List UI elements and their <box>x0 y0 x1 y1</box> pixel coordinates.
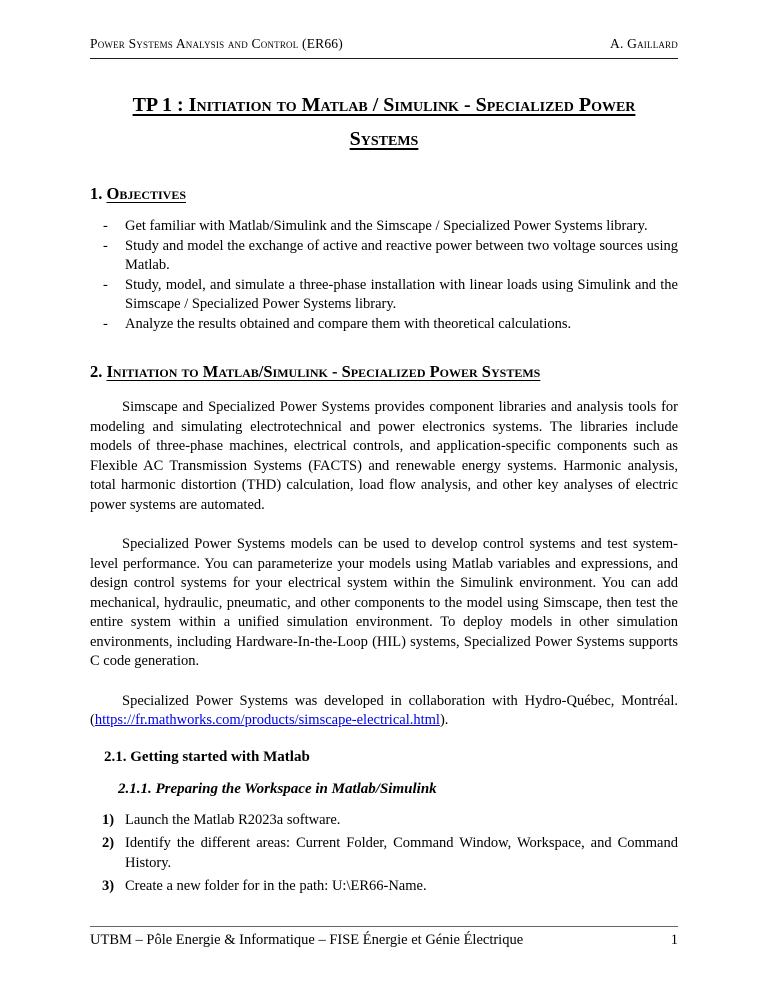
document-title-line1: TP 1 : Initiation to Matlab / Simulink - Specialized Power <box>132 94 636 116</box>
step-number: 3) <box>102 878 115 894</box>
objective-text: Get familiar with Matlab/Simulink and the Simscape / Specialized Power Systems library. <box>125 218 648 234</box>
header-author: A. Gaillard <box>610 36 678 51</box>
section-2-number: 2. <box>90 362 103 381</box>
header-course-title: Power Systems Analysis and Control (ER66) <box>90 36 343 51</box>
objective-item <box>90 217 678 237</box>
step-number: 2) <box>102 835 115 851</box>
footer-page-number: 1 <box>670 932 678 948</box>
section-1-number: 1. <box>90 184 103 203</box>
section-1-title: Objectives <box>106 184 187 203</box>
step-text: Create a new folder for in the path: U:\ER66-Name. <box>125 878 427 894</box>
section-2-heading <box>90 362 678 382</box>
bullet-dash: - <box>103 315 108 332</box>
section-2-title: Initiation to Matlab/Simulink - Specialized Power Systems <box>106 362 541 381</box>
objective-item <box>90 315 678 335</box>
document-title <box>90 88 678 156</box>
step-number: 1) <box>102 811 115 828</box>
section-1-heading <box>90 184 678 204</box>
objective-text: Study, model, and simulate a three-phase installation with linear loads using Simulink and the Simscape / Specialized Power Systems library. <box>125 276 678 312</box>
paragraph-3-text-after: ). <box>439 712 449 728</box>
steps-list <box>90 811 678 897</box>
bullet-dash: - <box>103 276 108 293</box>
page-header <box>90 36 678 59</box>
document-title-line2: Systems <box>349 128 419 150</box>
objectives-list <box>90 217 678 334</box>
section-2-paragraph-1: Simscape and Specialized Power Systems provides component libraries and analysis tools for modeling and simulating electrotechnical and power electronics systems. The libraries include models of three-phase machines, electrical controls, and application-specific components such as Flexible AC Transmission Systems (FACTS) and renewable energy systems. Harmonic analysis, total harmonic distortion (THD) calculation, load flow analysis, and other key analyses of electric power systems are automated. <box>90 399 678 513</box>
footer-institution: UTBM – Pôle Energie & Informatique – FISE Énergie et Génie Électrique <box>90 932 524 948</box>
page-footer <box>90 926 678 949</box>
subsection-2-1-heading: 2.1. Getting started with Matlab <box>104 748 310 765</box>
bullet-dash: - <box>103 237 108 254</box>
objective-item <box>90 237 678 276</box>
step-text: Identify the different areas: Current Folder, Command Window, Workspace, and Command History. <box>125 835 678 871</box>
objective-text: Analyze the results obtained and compare them with theoretical calculations. <box>125 315 572 332</box>
objective-item <box>90 276 678 315</box>
step-text: Launch the Matlab R2023a software. <box>125 811 341 828</box>
bullet-dash: - <box>103 218 108 234</box>
page-content <box>0 88 768 897</box>
paragraph-3-text-before: Specialized Power Systems was developed in collaboration with Hydro-Québec, Montréal. ( <box>90 692 678 728</box>
section-2-paragraph-3 <box>90 692 678 731</box>
subsection-2-1-1-heading: 2.1.1. Preparing the Workspace in Matlab/Simulink <box>118 780 437 797</box>
simscape-electrical-link[interactable]: https://fr.mathworks.com/products/simscape-electrical.html <box>94 712 440 728</box>
objective-text: Study and model the exchange of active and reactive power between two voltage sources using Matlab. <box>125 237 678 273</box>
step-item <box>90 811 678 831</box>
step-item <box>90 877 678 897</box>
step-item <box>90 834 678 873</box>
section-2-paragraph-2: Specialized Power Systems models can be used to develop control systems and test system-level performance. You can parameterize your models using Matlab variables and expressions, and design control systems for your electrical system within the Simulink environment. You can add mechanical, hydraulic, pneumatic, and other components to the model using Simscape, then test the entire system within a unified simulation environment. To deploy models in other simulation environments, including Hardware-In-the-Loop (HIL) systems, Specialized Power Systems supports C code generation. <box>90 536 678 669</box>
